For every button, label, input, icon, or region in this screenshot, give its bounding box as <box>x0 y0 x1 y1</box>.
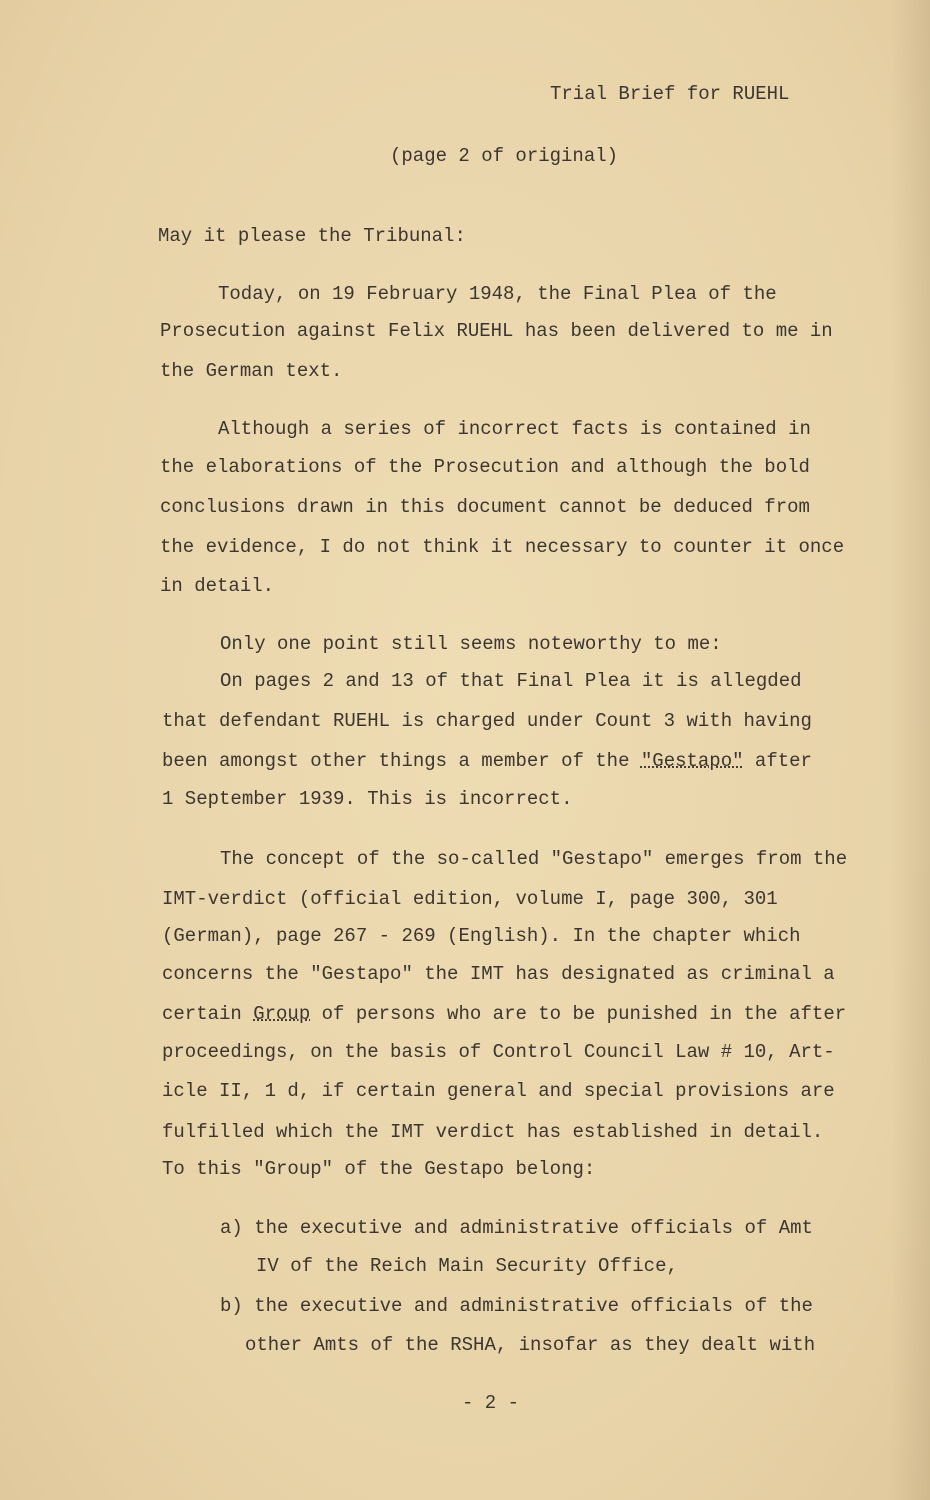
text-line: To this "Group" of the Gestapo belong: <box>162 1158 596 1180</box>
text-line: the elaborations of the Prosecution and although the bold <box>160 456 810 478</box>
page-note: (page 2 of original) <box>390 145 619 167</box>
salutation: May it please the Tribunal: <box>158 225 466 247</box>
list-item-continued: other Amts of the RSHA, insofar as they dealt with <box>245 1334 816 1356</box>
list-item: a) the executive and administrative officials of Amt <box>220 1217 813 1239</box>
text-line: the German text. <box>160 360 343 382</box>
text-line: Today, on 19 February 1948, the Final Plea of the <box>218 283 777 305</box>
text-line: that defendant RUEHL is charged under Count 3 with having <box>162 710 812 732</box>
text-line: been amongst other things a member of the "Gestapo" after <box>162 750 812 772</box>
text-line: 1 September 1939. This is incorrect. <box>162 788 573 810</box>
running-title: Trial Brief for RUEHL <box>550 83 790 105</box>
text-line: icle II, 1 d, if certain general and special provisions are <box>162 1080 835 1102</box>
text-line: Prosecution against Felix RUEHL has been delivered to me in <box>160 320 833 342</box>
text-line: proceedings, on the basis of Control Council Law # 10, Art- <box>162 1041 835 1063</box>
text-line: On pages 2 and 13 of that Final Plea it is allegded <box>220 670 802 692</box>
text-line: certain Group of persons who are to be punished in the after <box>162 1003 847 1025</box>
text-line: in detail. <box>160 575 275 597</box>
text-line: The concept of the so-called "Gestapo" emerges from the <box>220 848 848 870</box>
list-item-continued: IV of the Reich Main Security Office, <box>256 1255 678 1277</box>
list-item: b) the executive and administrative officials of the <box>220 1295 813 1317</box>
underlined-term: "Gestapo" <box>640 750 744 772</box>
text-line: (German), page 267 - 269 (English). In the chapter which <box>162 925 801 947</box>
text-line: conclusions drawn in this document cannot be deduced from <box>160 496 810 518</box>
page-number: - 2 - <box>462 1392 520 1414</box>
text-line: concerns the "Gestapo" the IMT has designated as criminal a <box>162 963 835 985</box>
text-line: Although a series of incorrect facts is contained in <box>218 418 811 440</box>
text-line: IMT-verdict (official edition, volume I, page 300, 301 <box>162 888 778 910</box>
text-line: the evidence, I do not think it necessary to counter it once <box>160 536 845 558</box>
underlined-term: Group <box>253 1003 311 1025</box>
text-line: fulfilled which the IMT verdict has established in detail. <box>162 1121 824 1143</box>
paper-edge-shadow <box>890 0 930 1500</box>
text-line: Only one point still seems noteworthy to me: <box>220 633 722 655</box>
